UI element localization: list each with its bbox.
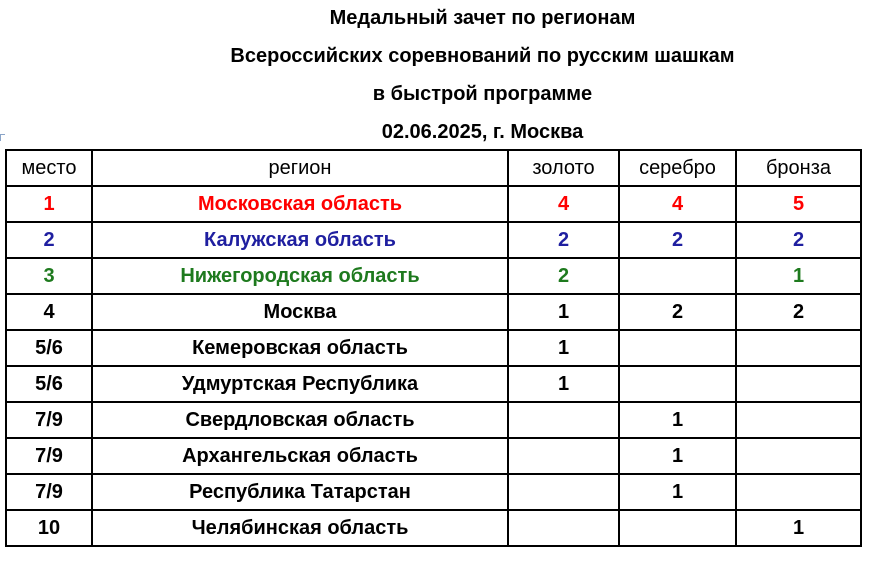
cell-region: Архангельская область	[92, 438, 508, 474]
table-row	[6, 366, 861, 402]
cell-place: 5/6	[6, 330, 92, 366]
cell-gold: 1	[508, 366, 619, 402]
cell-bronze: 5	[736, 186, 861, 222]
table-row	[6, 438, 861, 474]
cell-region: Нижегородская область	[92, 258, 508, 294]
header-bronze: бронза	[736, 150, 861, 186]
title-line-4: 02.06.2025, г. Москва	[381, 121, 584, 143]
table-row	[6, 186, 861, 222]
title-line-1: Медальный зачет по регионам	[329, 7, 636, 29]
cell-bronze	[736, 366, 861, 402]
cell-region: Калужская область	[92, 222, 508, 258]
table-row	[6, 510, 861, 546]
cell-place: 10	[6, 510, 92, 546]
cell-place: 5/6	[6, 366, 92, 402]
cell-bronze	[736, 402, 861, 438]
cell-gold	[508, 402, 619, 438]
cell-bronze: 1	[736, 258, 861, 294]
table-row	[6, 474, 861, 510]
cell-gold: 4	[508, 186, 619, 222]
cell-region: Республика Татарстан	[92, 474, 508, 510]
header-gold: золото	[508, 150, 619, 186]
cell-silver: 1	[619, 474, 736, 510]
cell-silver: 4	[619, 186, 736, 222]
selection-corner-marker	[0, 134, 5, 141]
table-row	[6, 258, 861, 294]
cell-place: 7/9	[6, 402, 92, 438]
cell-bronze: 2	[736, 222, 861, 258]
header-place: место	[6, 150, 92, 186]
header-silver: серебро	[619, 150, 736, 186]
table-row	[6, 402, 861, 438]
cell-gold: 1	[508, 294, 619, 330]
cell-gold: 2	[508, 222, 619, 258]
cell-gold	[508, 474, 619, 510]
cell-gold: 1	[508, 330, 619, 366]
cell-region: Москва	[92, 294, 508, 330]
cell-place: 2	[6, 222, 92, 258]
header-region: регион	[92, 150, 508, 186]
cell-bronze: 2	[736, 294, 861, 330]
cell-place: 1	[6, 186, 92, 222]
cell-region: Челябинская область	[92, 510, 508, 546]
cell-region: Московская область	[92, 186, 508, 222]
cell-silver: 1	[619, 438, 736, 474]
title-line-3: в быстрой программе	[372, 83, 593, 105]
cell-silver	[619, 258, 736, 294]
cell-silver: 2	[619, 294, 736, 330]
cell-silver	[619, 510, 736, 546]
cell-region: Свердловская область	[92, 402, 508, 438]
cell-silver: 1	[619, 402, 736, 438]
cell-region: Удмуртская Республика	[92, 366, 508, 402]
cell-region: Кемеровская область	[92, 330, 508, 366]
cell-bronze: 1	[736, 510, 861, 546]
cell-place: 4	[6, 294, 92, 330]
cell-silver: 2	[619, 222, 736, 258]
document-title	[0, 4, 877, 146]
table-row	[6, 330, 861, 366]
cell-bronze	[736, 330, 861, 366]
cell-silver	[619, 330, 736, 366]
title-line-2: Всероссийских соревнований по русским шашкам	[230, 45, 735, 67]
cell-place: 7/9	[6, 438, 92, 474]
cell-bronze	[736, 474, 861, 510]
cell-silver	[619, 366, 736, 402]
cell-place: 3	[6, 258, 92, 294]
cell-gold: 2	[508, 258, 619, 294]
table-row	[6, 294, 861, 330]
table-row	[6, 222, 861, 258]
cell-gold	[508, 438, 619, 474]
medal-standings-table	[5, 149, 862, 547]
cell-place: 7/9	[6, 474, 92, 510]
table-header-row	[6, 150, 861, 186]
cell-gold	[508, 510, 619, 546]
cell-bronze	[736, 438, 861, 474]
